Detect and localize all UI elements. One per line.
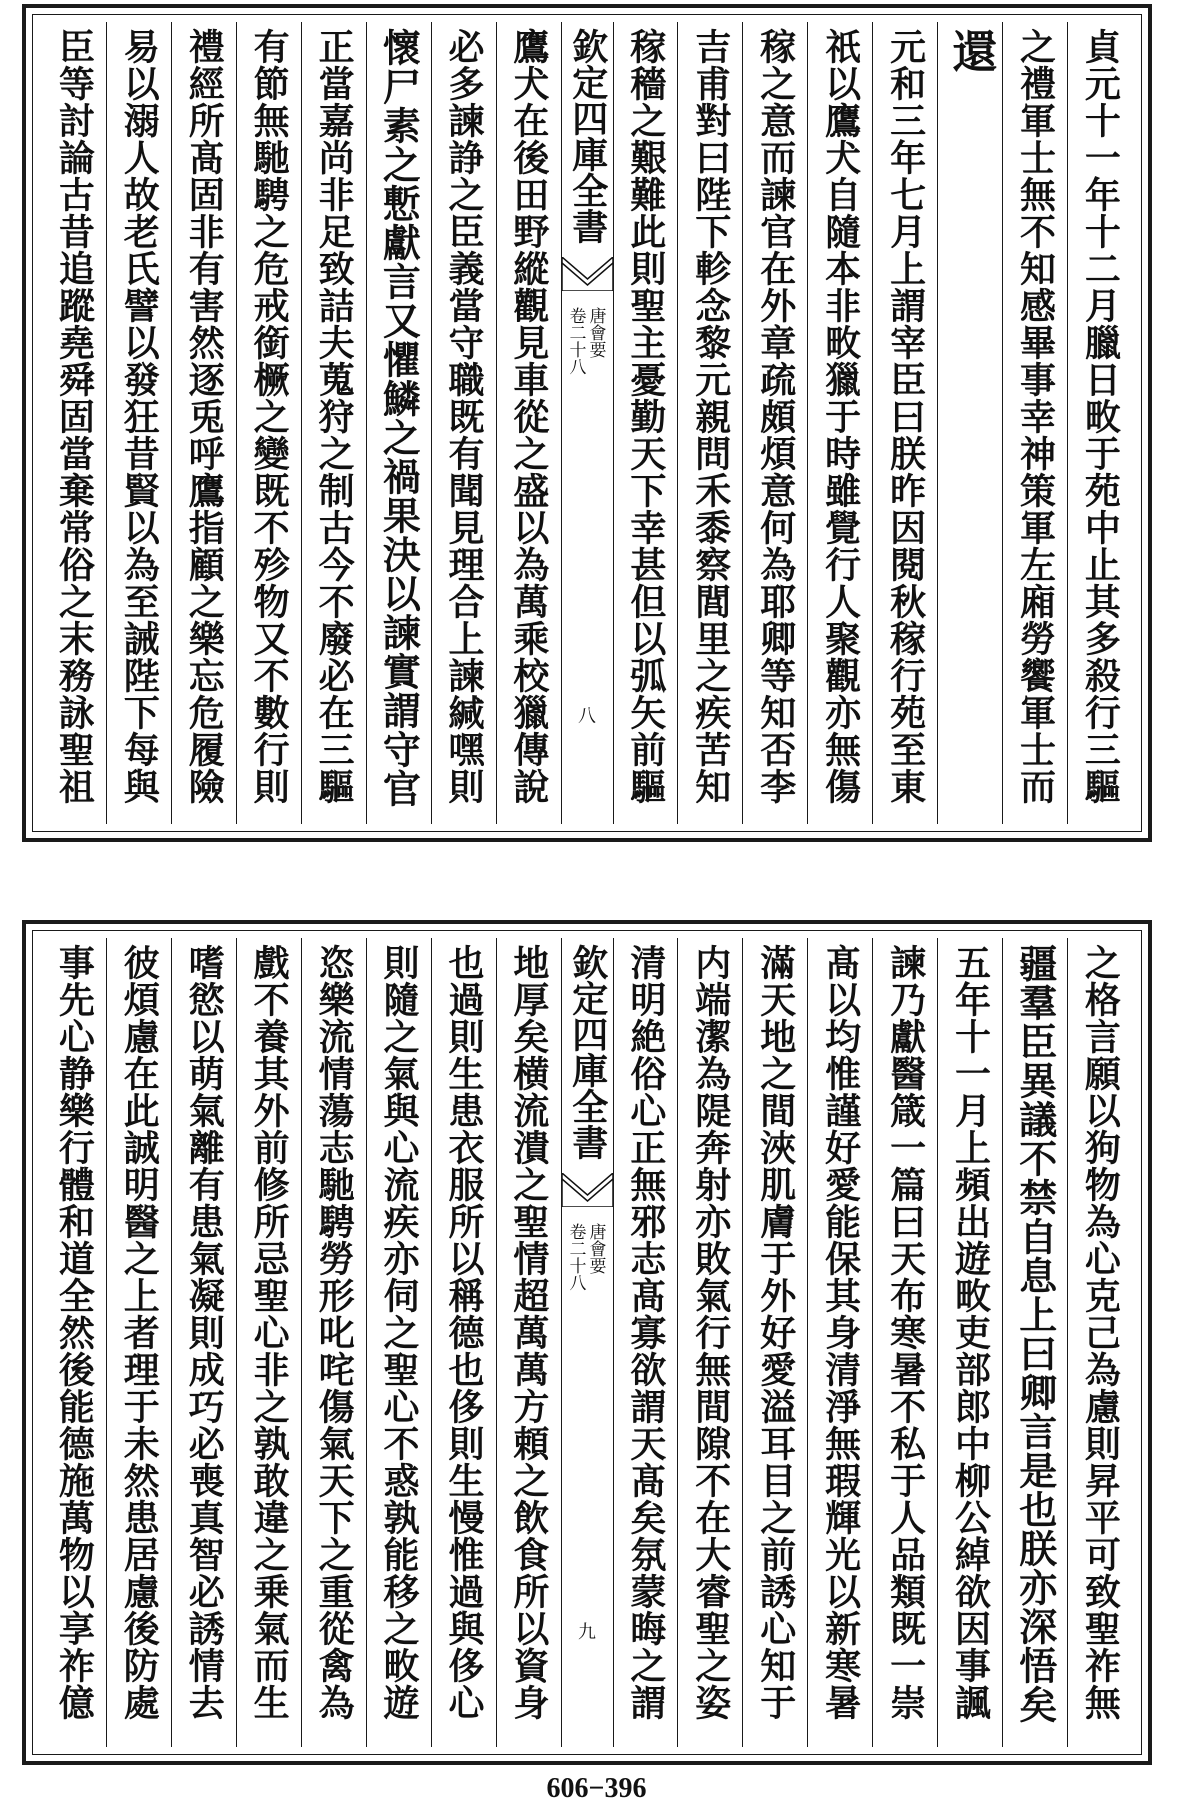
- text-column: [301, 938, 366, 1747]
- column-text: 稼穡之艱難此則聖主憂勤天下幸甚但以弧矢前驅: [624, 28, 667, 805]
- text-column: [677, 22, 742, 824]
- column-text: 臣等討論古昔追蹤堯舜固當棄常俗之末務詠聖祖: [53, 28, 96, 805]
- lower-book-page: [22, 920, 1152, 1765]
- text-column: [937, 938, 1002, 1747]
- column-text: 地厚矣横流潰之聖情超萬萬方頼之飲食所以資身: [507, 944, 550, 1721]
- text-column: [1002, 938, 1067, 1747]
- text-column: [431, 938, 496, 1747]
- column-text: 吉甫對曰陛下軫念黎元親問禾黍察閭里之疾苦知: [689, 28, 732, 805]
- column-text: 疆羣臣異議不禁自息上曰卿言是也朕亦深悟矣: [1012, 944, 1058, 1724]
- volume-page-reference: 606−396: [546, 1773, 647, 1804]
- text-column: [301, 22, 366, 824]
- text-column: [431, 22, 496, 824]
- center-fold-banxin: [561, 22, 613, 824]
- text-column: [872, 938, 937, 1747]
- text-column: [106, 22, 171, 824]
- siku-title: 欽定四庫全書: [566, 944, 609, 1160]
- column-text: 稼之意而諫官在外章疏頗煩意何為耶卿等知否李: [754, 28, 797, 805]
- column-text: 之禮軍士無不知感畢事幸神策軍左廂勞饗軍士而: [1014, 28, 1057, 805]
- text-column: [496, 938, 561, 1747]
- juan-number: 卷二十八: [565, 307, 586, 375]
- text-column: [872, 22, 937, 824]
- column-text: 清明絶俗心正無邪志髙寡欲謂天髙矣氛蒙晦之謂: [624, 944, 667, 1721]
- column-text: 懷尸素之慙獻言又懼鱗之禍果決以諫實謂守官: [376, 28, 422, 808]
- lower-page-columns: [42, 938, 1132, 1747]
- column-text: 内端潔為隄奔射亦敗氣行無間隙不在大睿聖之姿: [689, 944, 732, 1721]
- text-column: [807, 938, 872, 1747]
- text-column: [613, 22, 678, 824]
- text-column: [236, 22, 301, 824]
- upper-page-columns: [42, 22, 1132, 824]
- fish-tail-ornament-icon: [562, 257, 613, 291]
- siku-title: 欽定四庫全書: [566, 28, 609, 244]
- column-text: 必多諫諍之臣義當守職既有聞見理合上諫緘嘿則: [442, 28, 485, 805]
- text-column: [42, 938, 106, 1747]
- column-text: 滿天地之間浹肌膚于外好愛溢耳目之前誘心知于: [754, 944, 797, 1721]
- center-fold-banxin: [561, 938, 613, 1747]
- column-text: 也過則生患衣服所以稱德也侈則生慢惟過與侈心: [442, 944, 485, 1721]
- book-title: 唐會要: [585, 307, 606, 358]
- column-text: 嗜慾以萌氣離有患氣凝則成巧必喪真智必誘情去: [183, 944, 226, 1721]
- column-text: 禮經所髙固非有害然逐兎呼鷹指顧之樂忘危履險: [183, 28, 226, 805]
- text-column: [106, 938, 171, 1747]
- column-text: 彼煩慮在此誠明醫之上者理于未然患居慮後防處: [118, 944, 161, 1721]
- leaf-number: 八: [578, 706, 596, 727]
- column-text: 鷹犬在後田野縱觀見車從之盛以為萬乘校獵傳說: [507, 28, 550, 805]
- column-text: 還: [944, 28, 998, 74]
- book-title: 唐會要: [585, 1223, 606, 1274]
- column-text: 事先心静樂行體和道全然後能德施萬物以享祚億: [53, 944, 96, 1721]
- column-text: 祇以鷹犬自隨本非畋獵于時雖覺行人聚觀亦無傷: [819, 28, 862, 805]
- text-column: [677, 938, 742, 1747]
- text-column: [366, 938, 431, 1747]
- text-column: [742, 938, 807, 1747]
- text-column: [1067, 938, 1132, 1747]
- column-text: 髙以均惟謹好愛能保其身清淨無瑕輝光以新寒暑: [819, 944, 862, 1721]
- text-column: [742, 22, 807, 824]
- text-column: [366, 22, 431, 824]
- leaf-number: 九: [578, 1622, 596, 1643]
- column-text: 戲不養其外前修所忌聖心非之孰敢違之乗氣而生: [248, 944, 291, 1721]
- text-column: [1067, 22, 1132, 824]
- column-text: 有節無馳騁之危戒銜橛之變既不殄物又不數行則: [248, 28, 291, 805]
- text-column: [1002, 22, 1067, 824]
- column-text: 則隨之氣與心流疾亦伺之聖心不惑孰能移之畋遊: [378, 944, 421, 1721]
- text-column: [171, 22, 236, 824]
- column-text: 元和三年七月上謂宰臣曰朕昨因閱秋稼行苑至東: [884, 28, 927, 805]
- column-text: 之格言願以狗物為心克己為慮則昇平可致聖祚無: [1079, 944, 1122, 1721]
- text-column: [613, 938, 678, 1747]
- column-text: 正當嘉尚非足致詰夫蒐狩之制古今不廢必在三驅: [313, 28, 356, 805]
- column-text: 五年十一月上頻出遊畋吏部郎中柳公綽欲因事諷: [949, 944, 992, 1721]
- juan-number: 卷二十八: [565, 1223, 586, 1291]
- text-column: [807, 22, 872, 824]
- fish-tail-ornament-icon: [562, 1173, 613, 1207]
- text-column: [171, 938, 236, 1747]
- column-text: 貞元十一年十二月臘日畋于苑中止其多殺行三驅: [1079, 28, 1122, 805]
- text-column: [42, 22, 106, 824]
- text-column: [937, 22, 1002, 824]
- upper-book-page: [22, 4, 1152, 842]
- text-column: [236, 938, 301, 1747]
- column-text: 諫乃獻醫箴一篇曰天布寒暑不私于人品類既一崇: [884, 944, 927, 1721]
- column-text: 恣樂流情蕩志馳騁勞形叱咤傷氣天下之重從禽為: [313, 944, 356, 1721]
- column-text: 易以溺人故老氏譬以發狂昔賢以為至誡陛下每與: [118, 28, 161, 805]
- text-column: [496, 22, 561, 824]
